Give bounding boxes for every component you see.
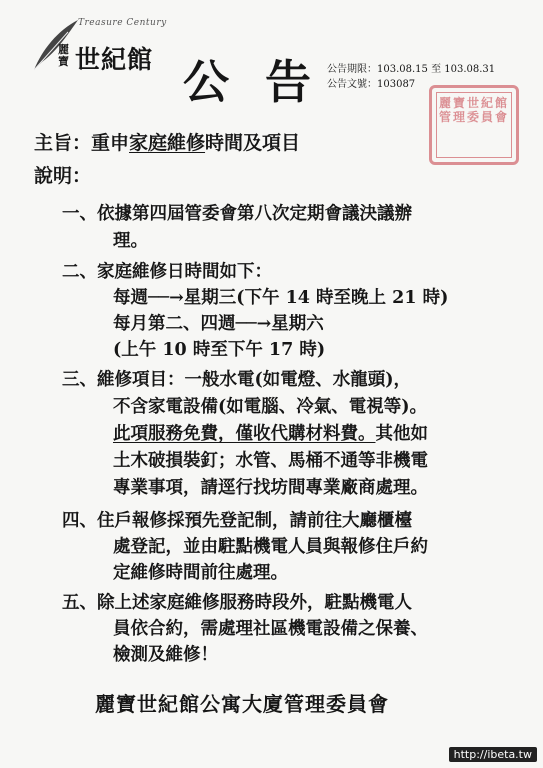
item-1-line-1: 一、依據第四屆管委會第八次定期會議決議辦 [62,204,412,224]
item-2-line-2: 每週──→星期三(下午 14 時至晚上 21 時) [113,288,449,308]
logo-name: 世紀館 [75,45,154,74]
free-service-note: 此項服務免費，僅收代購材料費。 [113,424,376,444]
item-3-line-1: 三、維修項目：一般水電(如電燈、水龍頭)， [62,370,412,390]
subject-text-post: 時間及項目 [205,132,301,154]
item-5-line-3: 檢測及維修！ [113,645,218,665]
subject-text-underlined: 家庭維修 [129,132,206,154]
explain-label: 說明： [34,165,92,187]
feather-icon [28,16,80,74]
item-2-line-1: 二、家庭維修日時間如下： [62,262,272,282]
official-seal [429,85,519,165]
item-2-line-3: 每月第二、四週──→星期六 [113,314,324,334]
item-3-line-4: 土木破損裝釘；水管、馬桶不通等非機電 [113,451,428,471]
item-4-line-3: 定維修時間前往處理。 [113,563,288,583]
item-3-line-5: 專業事項，請逕行找坊間專業廠商處理。 [113,478,428,498]
item-3-line-3 [113,423,428,445]
signature: 麗寶世紀館公寓大廈管理委員會 [95,692,389,716]
item-4-line-2: 處登記，並由駐點機電人員與報修住戶約 [113,537,428,557]
item-1-line-2: 理。 [113,231,148,251]
seal-text: 麗寶世紀館管理委員會 [438,96,509,124]
item-5-line-1: 五、除上述家庭維修服務時段外，駐點機電人 [62,593,412,613]
item-3-line-3-tail: 其他如 [375,424,428,444]
document-number: 公告文號：103087 [327,79,416,90]
page-title: 公告 [183,55,347,109]
logo-sub: 麗寶 [58,43,69,68]
subject-label: 主旨： [34,132,92,154]
item-4-line-1: 四、住戶報修採預先登記制，請前往大廳櫃檯 [62,511,412,531]
logo-script: Treasure Century [78,18,167,28]
subject [34,132,300,154]
item-5-line-2: 員依合約，需處理社區機電設備之保養、 [113,619,428,639]
watermark-url: http://ibeta.tw [449,747,537,762]
item-2-line-4: (上午 10 時至下午 17 時) [113,340,326,360]
notice-period: 公告期限：103.08.15 至 103.08.31 [327,64,496,75]
item-3-line-2: 不含家電設備(如電腦、冷氣、電視等)。 [113,397,428,417]
subject-text-pre: 重申 [91,132,130,154]
